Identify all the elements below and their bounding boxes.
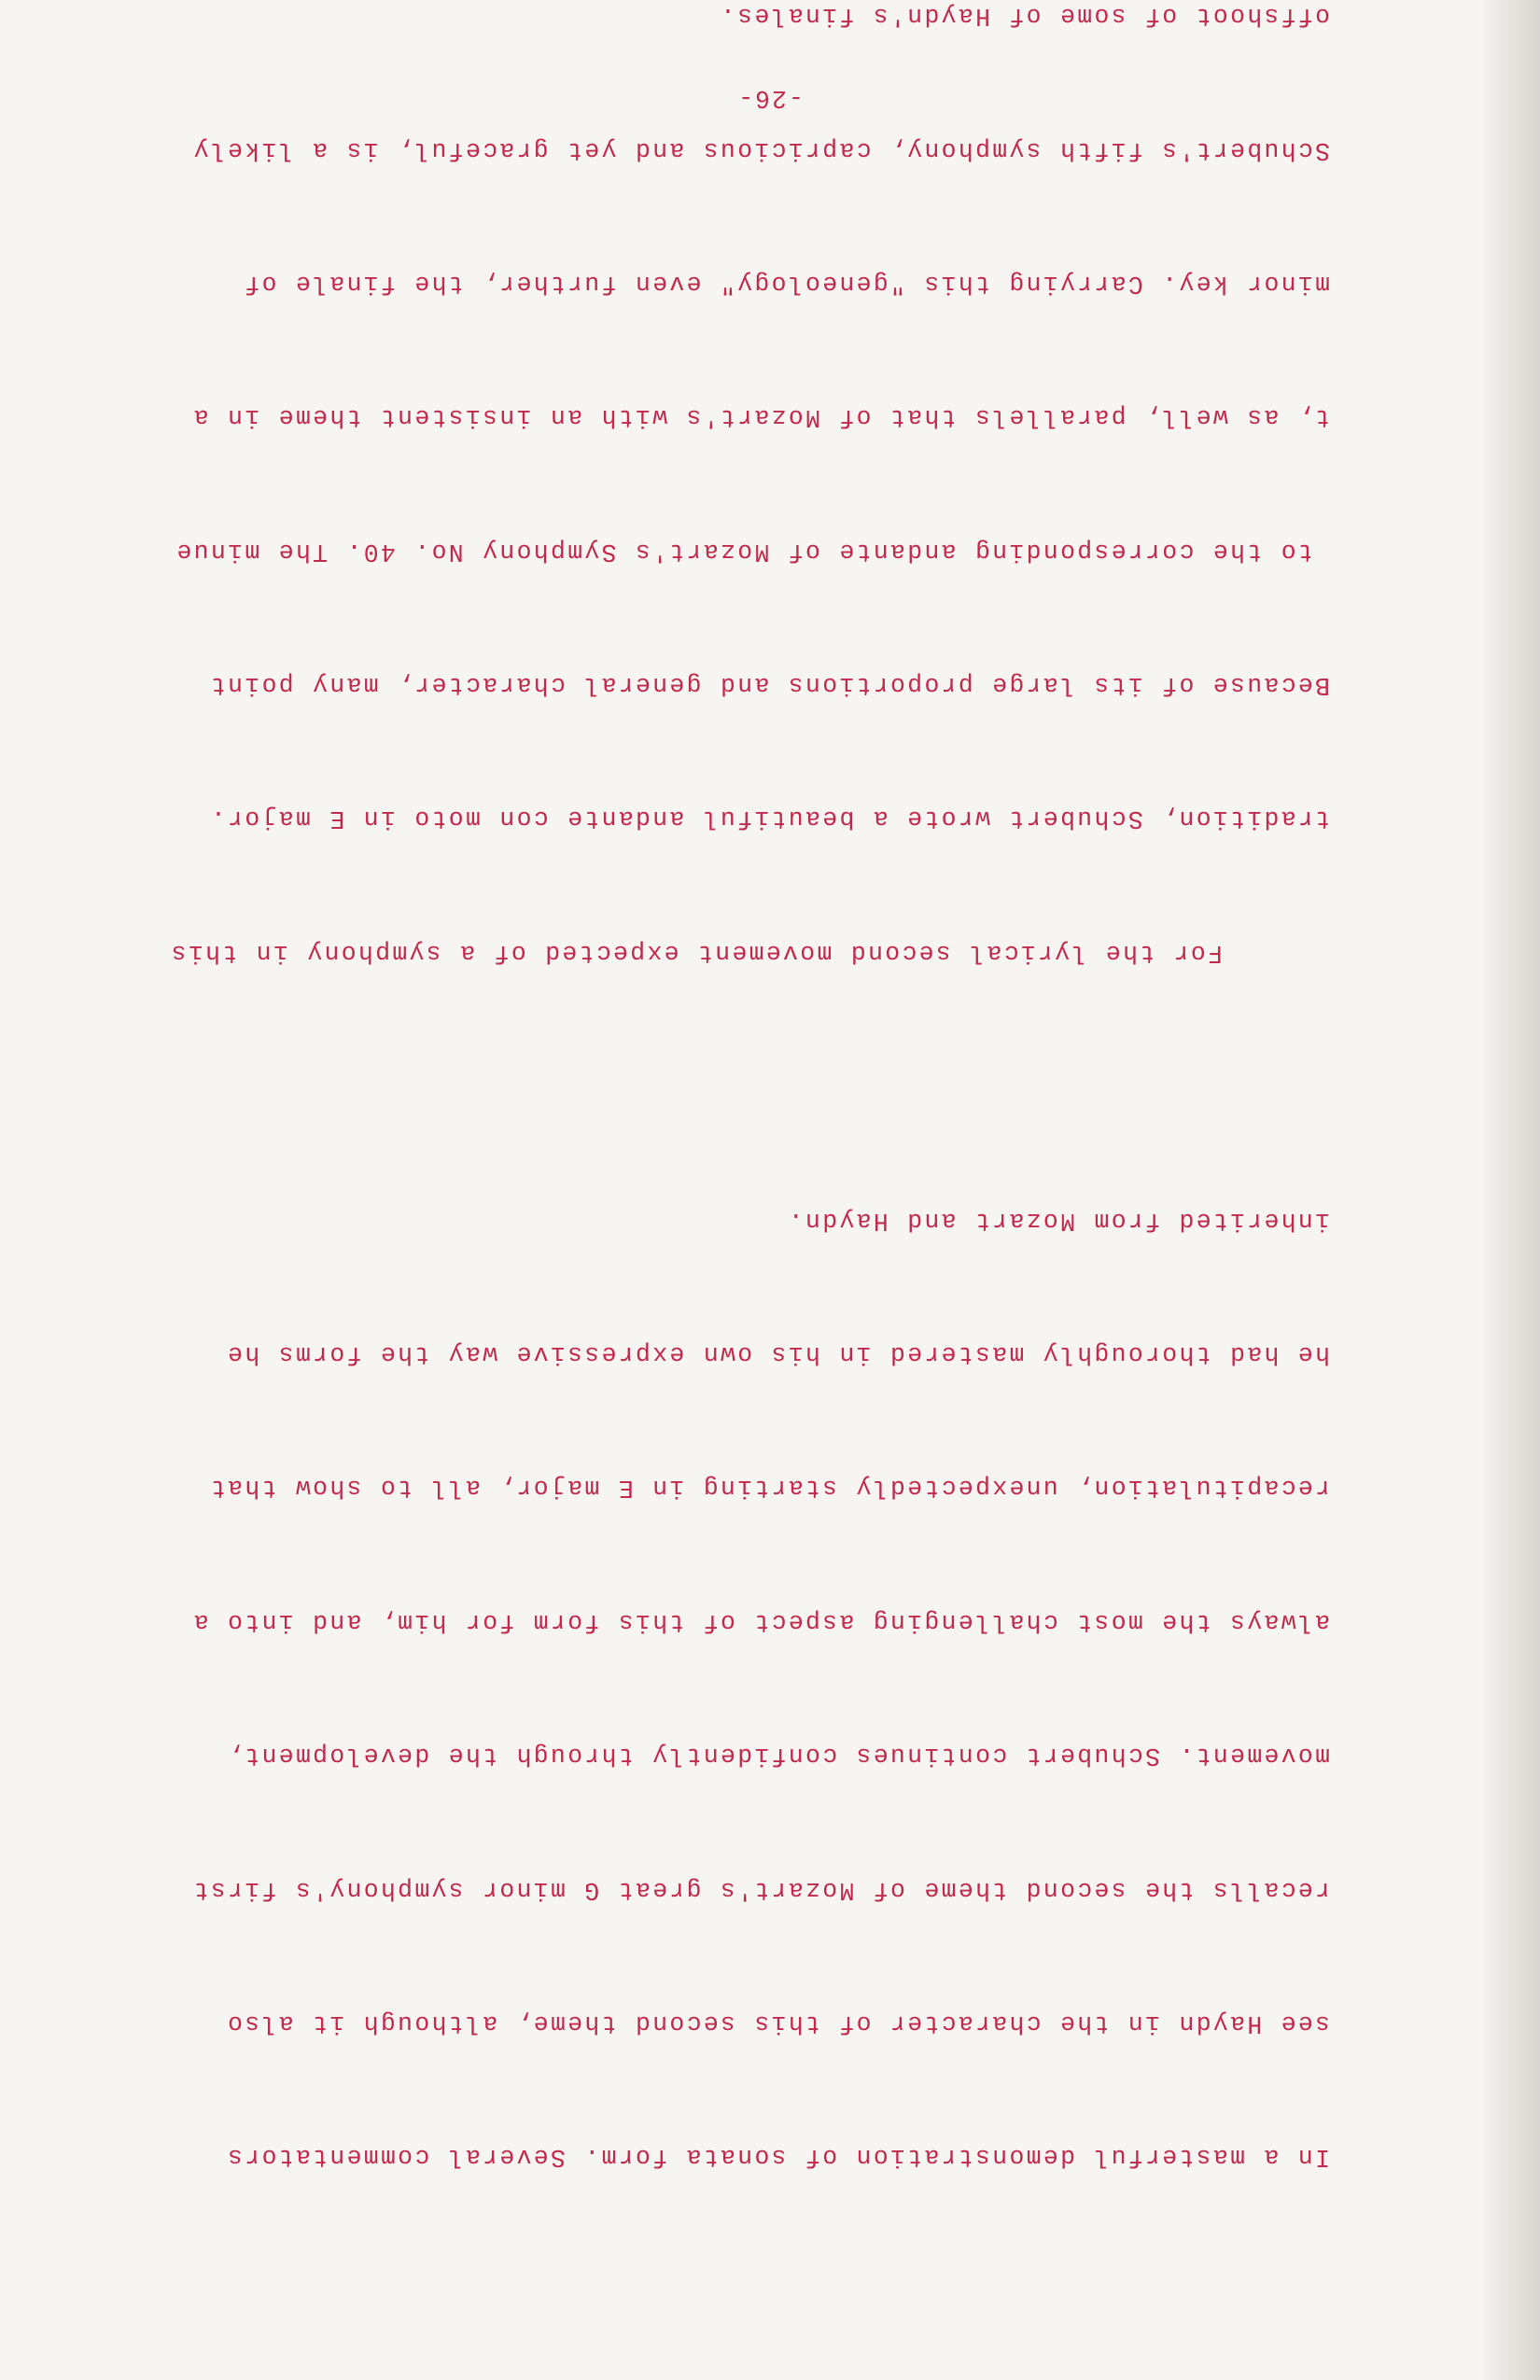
text-line: to the corresponding andante of Mozart's Symphony No. 40. The minue — [175, 537, 1330, 566]
text-line: t, as well, parallels that of Mozart's with an insistent theme in a — [191, 403, 1330, 432]
text-line: he had thoroughly mastered in his own expressive way the forms he — [225, 1340, 1330, 1369]
body-text — [149, 0, 1330, 2268]
text-line: inherited from Mozart and Haydn. — [786, 1206, 1330, 1235]
text-line: tradition, Schubert wrote a beautiful andante con moto in E major. — [208, 805, 1330, 833]
page-number: -26- — [736, 84, 804, 112]
binding-shadow — [1484, 0, 1540, 2380]
text-line: recapitulation, unexpectedly starting in E major, all to show that — [208, 1474, 1330, 1503]
text-line: recalls the second theme of Mozart's great G minor symphony's first — [191, 1875, 1330, 1904]
text-line: see Haydn in the character of this second theme, although it also — [225, 2009, 1330, 2038]
text-line: Schubert's fifth symphony, capricious and yet graceful, is a likely — [191, 135, 1330, 164]
text-line: movement. Schubert continues confidently through the development, — [225, 1742, 1330, 1771]
text-line: minor key. Carrying this "geneology" even further, the finale of — [243, 269, 1330, 298]
text-line: For the lyrical second movement expected of a symphony in this — [169, 938, 1223, 967]
text-line: Because of its large proportions and general character, many point — [208, 671, 1330, 700]
text-line: always the most challenging aspect of this form for him, and into a — [191, 1607, 1330, 1636]
text-line: In a masterful demonstration of sonata form. Several commentators — [225, 2143, 1330, 2172]
text-line: offshoot of some of Haydn's finales. — [718, 2, 1330, 31]
